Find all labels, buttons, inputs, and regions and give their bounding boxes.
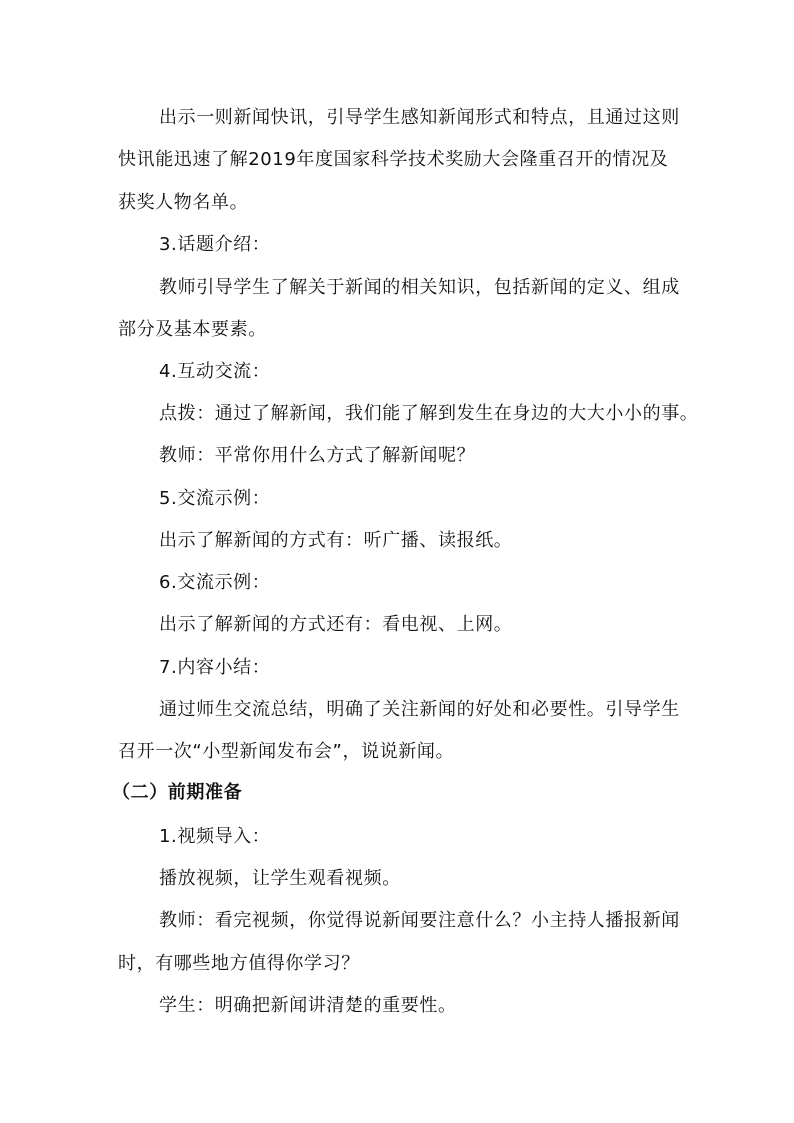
paragraph-line-3: 获奖人物名单。 <box>118 192 249 213</box>
paragraph-line-6: 点拨：通过了解新闻，我们能了解到发生在身边的大大小小的事。 <box>159 403 699 424</box>
section-heading-topic-intro: 3.话题介绍： <box>159 234 271 255</box>
paragraph-line-1: 出示一则新闻快讯，引导学生感知新闻形式和特点，且通过这则 <box>159 107 680 128</box>
paragraph-line-15: 学生：明确把新闻讲清楚的重要性。 <box>159 995 457 1016</box>
paragraph-line-9: 出示了解新闻的方式还有：看电视、上网。 <box>159 614 513 635</box>
paragraph-line-12: 播放视频，让学生观看视频。 <box>159 868 401 889</box>
paragraph-line-5: 部分及基本要素。 <box>118 319 267 340</box>
section-heading-example-6: 6.交流示例： <box>159 572 271 593</box>
section-heading-interaction: 4.互动交流： <box>159 361 271 382</box>
paragraph-line-11: 召开一次“小型新闻发布会”，说说新闻。 <box>118 741 455 762</box>
section-heading-video-intro: 1.视频导入： <box>159 826 271 847</box>
section-heading-preparation: （二）前期准备 <box>112 782 243 803</box>
paragraph-line-7: 教师：平常你用什么方式了解新闻呢？ <box>159 445 476 466</box>
section-heading-example-5: 5.交流示例： <box>159 488 271 509</box>
paragraph-line-13: 教师：看完视频，你觉得说新闻要注意什么？小主持人播报新闻 <box>159 910 680 931</box>
paragraph-line-2: 快讯能迅速了解2019年度国家科学技术奖励大会隆重召开的情况及 <box>118 149 669 170</box>
paragraph-line-10: 通过师生交流总结，明确了关注新闻的好处和必要性。引导学生 <box>159 699 680 720</box>
paragraph-line-8: 出示了解新闻的方式有：听广播、读报纸。 <box>159 530 513 551</box>
paragraph-line-14: 时，有哪些地方值得你学习？ <box>118 953 360 974</box>
section-heading-summary: 7.内容小结： <box>159 657 271 678</box>
paragraph-line-4: 教师引导学生了解关于新闻的相关知识，包括新闻的定义、组成 <box>159 277 680 298</box>
